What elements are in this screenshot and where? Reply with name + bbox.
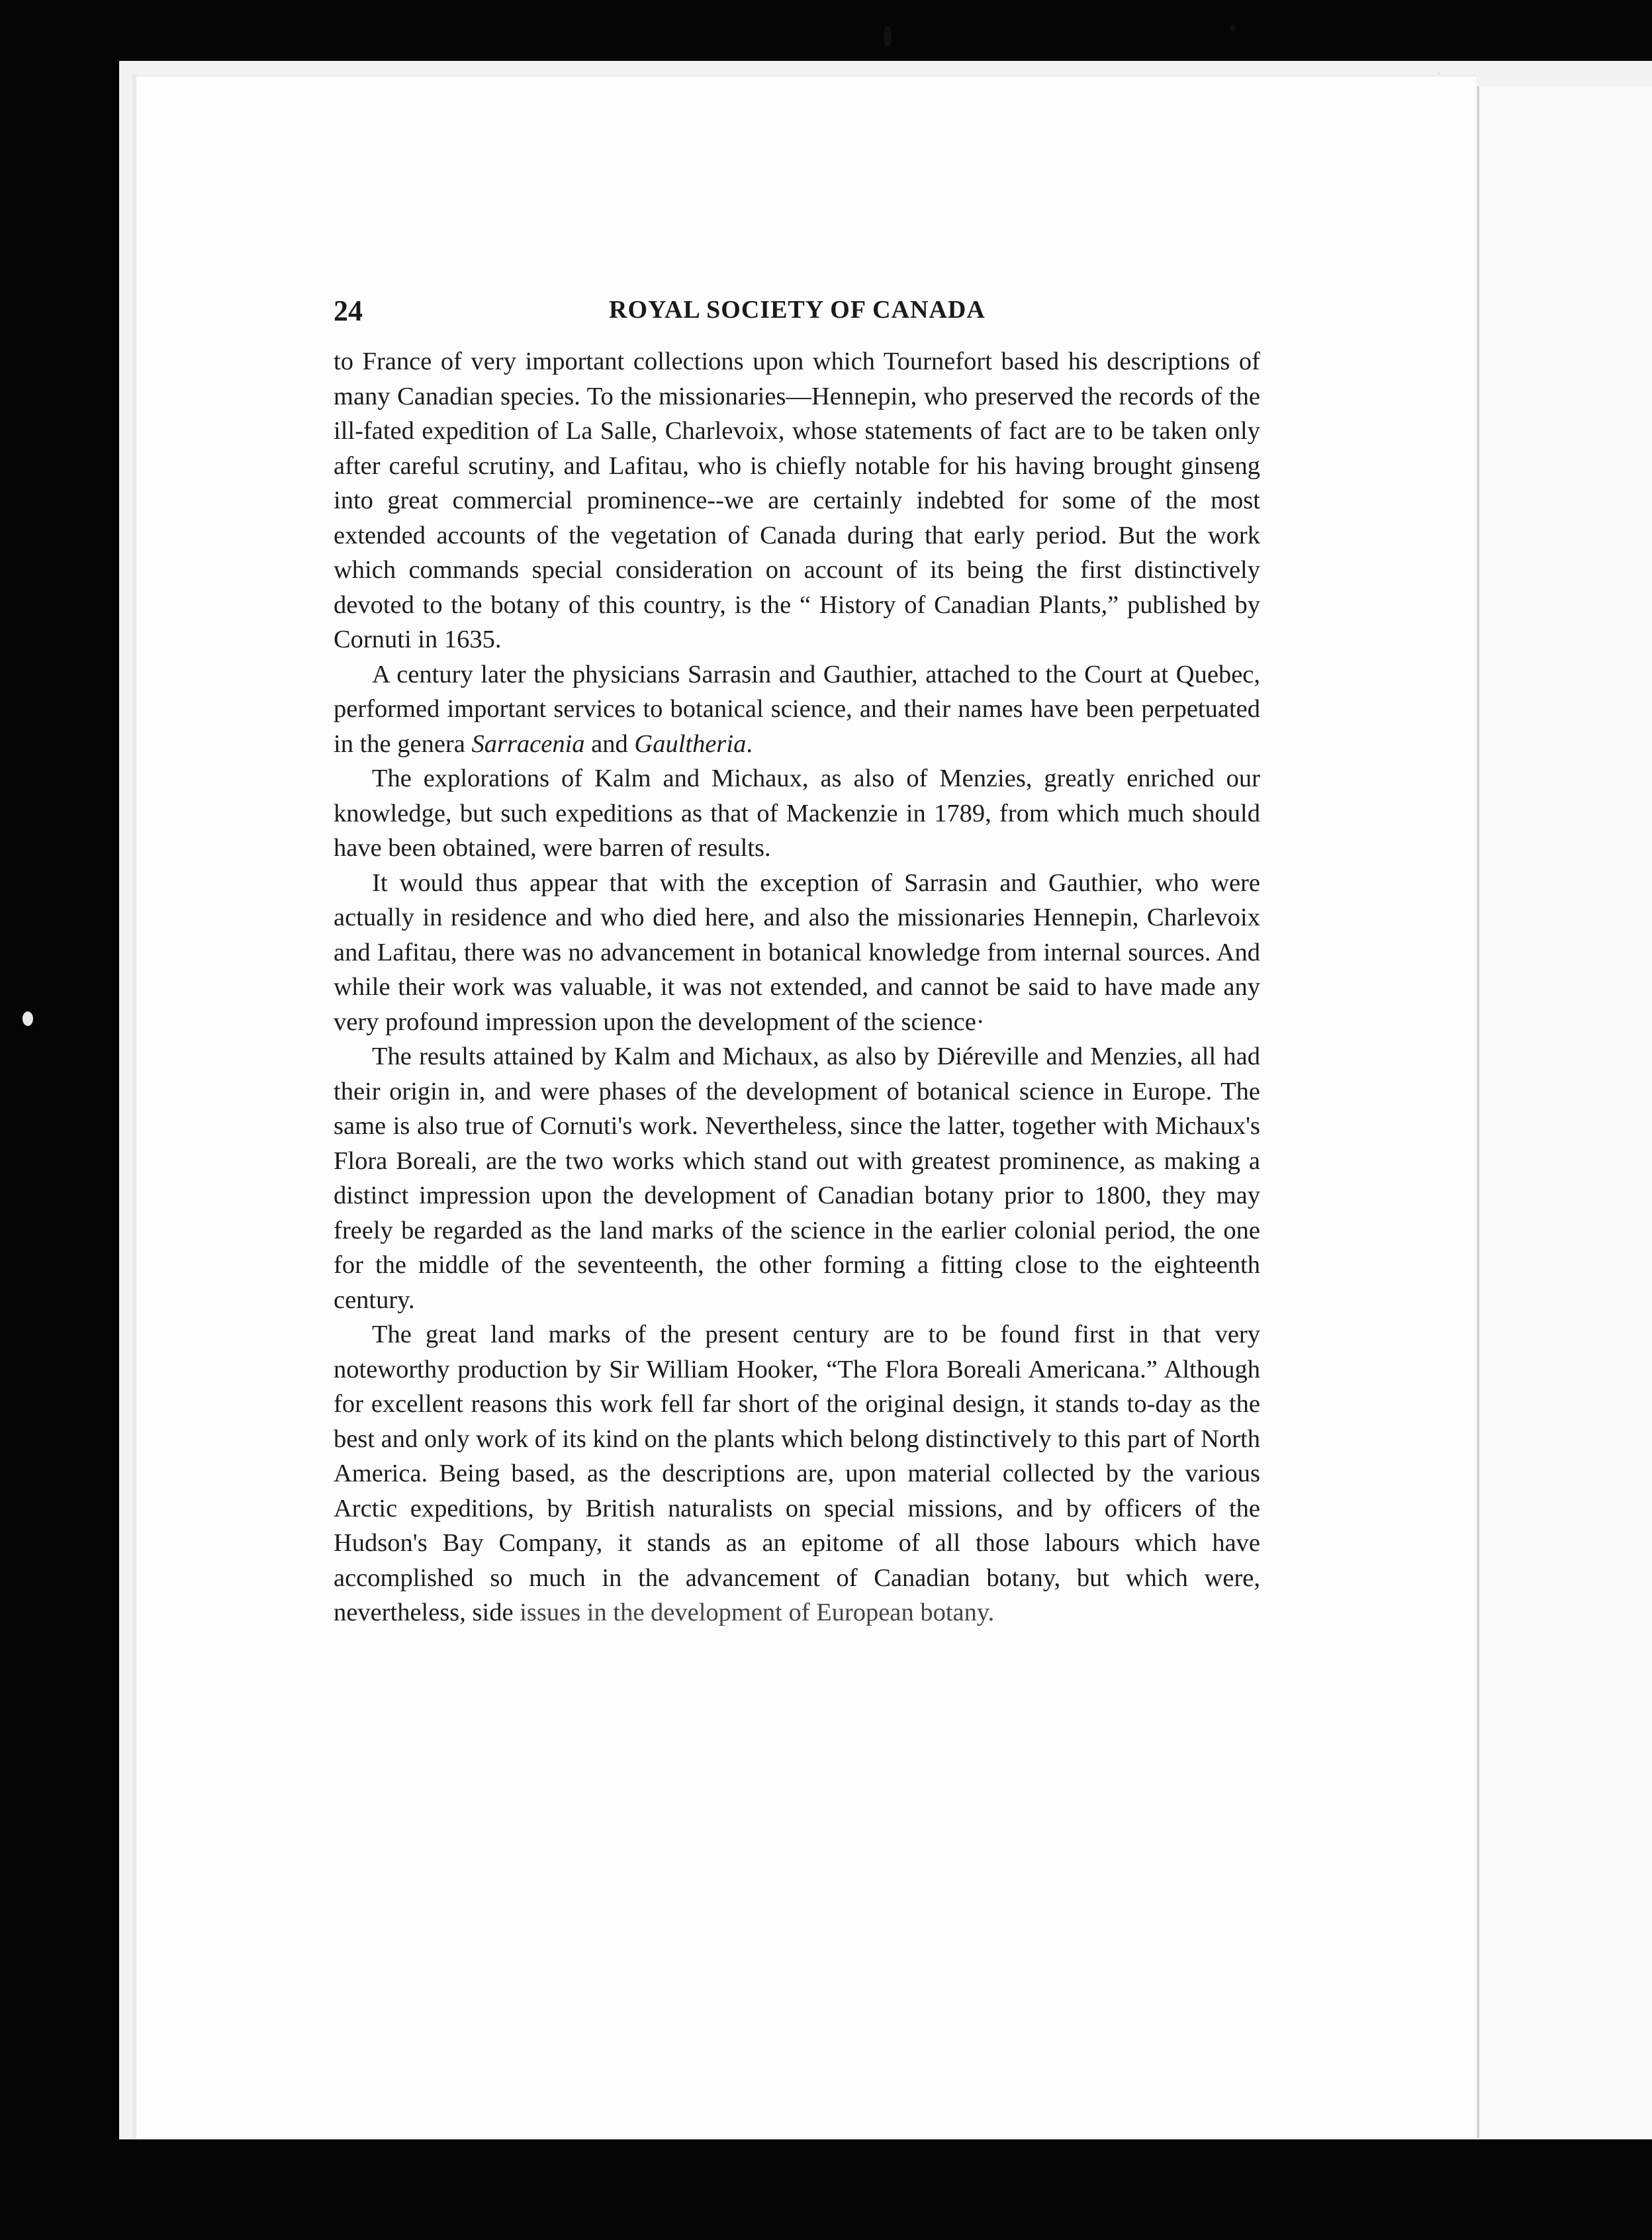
paragraph-2 — [334, 657, 1260, 762]
paragraph-6-text: The great land marks of the present century are to be found first in that very noteworthy production by Sir William Hooker, “The Flora Boreali Americana.” Although for excellent reasons this work fell far short of the original design, it stands to-day as the best and only work of its kind on the plants which belong distinctively to this part of North America. Being based, as the descriptions are, upon material collected by the various Arctic expeditions, by British naturalists on special missions, and by officers of the Hudson's Bay Company, it stands as an epitome of all those labours which have accomplished so much in the advancement of Canadian botany, but which were, nevertheless, side — [334, 1321, 1260, 1626]
paragraph-2-text-middle: and — [584, 729, 635, 758]
paragraph-6 — [334, 1317, 1260, 1630]
genus-sarracenia: Sarracenia — [471, 729, 585, 758]
paragraph-1: to France of very important collections upon which Tournefort based his descriptions of many Canadian species. To the missionaries—Hennepin, who preserved the records of the ill-fated expedition of La Salle, Charlevoix, whose statements of fact are to be taken only after careful scrutiny, and Lafitau, who is chiefly notable for his having brought ginseng into great commercial prominence--we are certainly indebted for some of the most extended accounts of the vegetation of Canada during that early period. But the work which commands special consideration on account of its being the first distinctively devoted to the botany of this country, is the “ History of Canadian Plants,” published by Cornuti in 1635. — [334, 348, 1260, 653]
facing-page-edge — [1477, 86, 1652, 2138]
paragraph-3: The explorations of Kalm and Michaux, as also of Menzies, greatly enriched our knowledge, but such expeditions as that of Mackenzie in 1789, from which much should have been obtained, were barren of results. — [334, 765, 1260, 862]
scan-speck — [884, 26, 892, 46]
page-header — [334, 294, 1260, 334]
paragraph-4: It would thus appear that with the exception of Sarrasin and Gauthier, who were actually in residence and who died here, and also the missionaries Hennepin, Charlevoix and Lafitau, there was no advancement in botanical knowledge from internal sources. And while their work was valuable, it was not extended, and cannot be said to have made any very profound impression upon the development of the science· — [334, 868, 1260, 1036]
page-number: 24 — [334, 295, 363, 327]
paragraph-5: The results attained by Kalm and Michaux, as also by Diéreville and Menzies, all had their origin in, and were phases of the development of botanical science in Europe. The same is also true of Cornuti's work. Nevertheless, since the latter, together with Michaux's Flora Boreali, are the two works which stand out with greatest prominence, as making a distinct impression upon the development of Canadian botany prior to 1800, they may freely be regarded as the land marks of the science in the earlier colonial period, the one for the middle of the seventeenth, the other forming a fitting close to the eighteenth century. — [334, 1043, 1260, 1314]
running-title: ROYAL SOCIETY OF CANADA — [609, 296, 986, 324]
scan-speck — [1230, 25, 1236, 31]
paragraph-2-text-after: . — [746, 729, 753, 758]
paragraph-6-last-line: issues in the development of European botany. — [513, 1599, 995, 1626]
body-text — [334, 344, 1260, 1630]
scan-speck — [23, 1011, 33, 1026]
paragraph-2-text-before: A century later the physicians Sarrasin and Gauthier, attached to the Court at Quebec, performed important services to botanical science, and their names have been perpetuated in the genera — [334, 660, 1260, 758]
genus-gaultheria: Gaultheria — [634, 729, 747, 758]
